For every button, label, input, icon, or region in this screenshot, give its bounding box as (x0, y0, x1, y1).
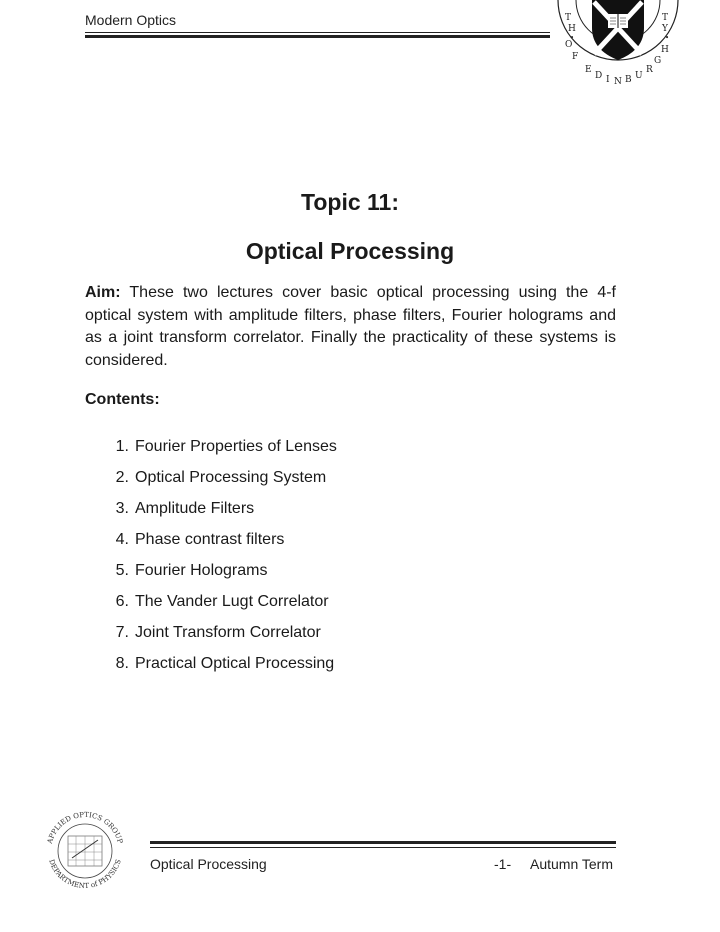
crest-letter: D (595, 71, 603, 81)
topic-number: Topic 11: (301, 189, 399, 215)
course-title: Modern Optics (85, 12, 177, 28)
contents-item: 8. Practical Optical Processing (115, 655, 335, 672)
crest-letter: Y (662, 24, 668, 34)
aim-label: Aim: (85, 284, 121, 301)
contents-item: 6. The Vander Lugt Correlator (115, 593, 329, 610)
crest-letter: N (614, 77, 622, 87)
contents-list (85, 438, 337, 686)
contents-item: 5. Fourier Holograms (115, 562, 268, 579)
seal-bottom-text: DEPARTMENT of PHYSICS (47, 858, 123, 891)
contents-item: 4. Phase contrast filters (115, 531, 285, 548)
contents-item: 2. Optical Processing System (115, 469, 327, 486)
footer-rule-thick (150, 841, 616, 844)
contents-item: 3. Amplitude Filters (115, 500, 255, 517)
aim-text: These two lectures cover basic optical processing using the 4-f optical system with amplitude filters, phase filters, Fourier holograms and as a joint transform correlator. Finally the practicality of these systems is considered. (85, 284, 617, 369)
header-rule-thin (85, 32, 550, 33)
contents-heading: Contents: (85, 391, 160, 408)
crest-letter: H (661, 45, 669, 55)
header-rule-thick (85, 35, 550, 38)
footer-page-number: -1- (494, 856, 512, 872)
crest-letter: E (585, 65, 592, 75)
aim-paragraph (85, 282, 616, 372)
applied-optics-group-seal-logo (42, 808, 128, 894)
crest-letter: I (606, 75, 610, 85)
crest-letter: U (635, 71, 643, 81)
crest-letter: • (665, 34, 670, 42)
crest-letter: B (625, 75, 632, 85)
contents-item: 7. Joint Transform Correlator (115, 624, 321, 641)
contents-item: 1. Fourier Properties of Lenses (115, 438, 337, 455)
footer-rule-thin (150, 847, 616, 848)
crest-letter: T (565, 13, 572, 23)
crest-letter: O (565, 40, 573, 50)
crest-letter: H (568, 24, 576, 34)
crest-letter: • (570, 34, 575, 42)
crest-letter: T (662, 13, 669, 23)
footer-topic: Optical Processing (150, 856, 267, 872)
seal-top-text: APPLIED OPTICS GROUP (45, 810, 125, 845)
crest-letter: R (646, 65, 653, 75)
footer-term: Autumn Term (530, 856, 613, 872)
crest-letter: G (654, 56, 662, 66)
university-crest-logo (548, 0, 688, 100)
crest-letter: F (572, 52, 579, 62)
topic-title: Optical Processing (245, 238, 455, 264)
